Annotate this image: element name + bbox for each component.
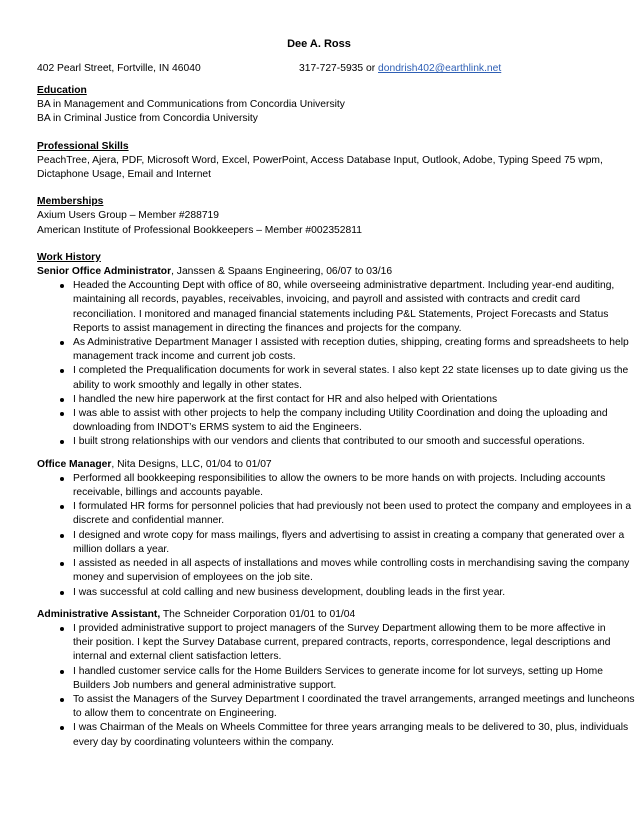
bullet-icon bbox=[60, 505, 64, 509]
membership-line: Axium Users Group – Member #288719 bbox=[37, 210, 219, 222]
resume-name: Dee A. Ross bbox=[287, 38, 351, 50]
bullet-text-line: million dollars a year. bbox=[73, 543, 170, 555]
job-entry bbox=[37, 608, 635, 750]
bullet-text-line: I handled customer service calls for the Home Builders Services to generate income for lot surveys, setting up Home bbox=[73, 665, 603, 677]
bullet-icon bbox=[60, 284, 64, 288]
bullet-text-line: I formulated HR forms for personnel policies that had previously not been used to protect the company and employees in a bbox=[73, 501, 632, 513]
bullet-icon bbox=[60, 440, 64, 444]
bullet-text-line: to allow them to concentrate on Engineering. bbox=[73, 708, 277, 720]
bullet-item bbox=[37, 693, 635, 721]
bullet-item bbox=[37, 364, 629, 392]
job-title: Administrative Assistant, bbox=[37, 608, 161, 620]
section-title-education: Education bbox=[37, 85, 87, 96]
job-list bbox=[37, 265, 635, 750]
skills-line: PeachTree, Ajera, PDF, Microsoft Word, Excel, PowerPoint, Access Database Input, Outlook, Adobe, Typing Speed 75 wpm, bbox=[37, 154, 603, 166]
bullet-text-line: Performed all bookkeeping responsibilities to allow the owners to be more hands on with projects. Including accounts bbox=[73, 472, 606, 484]
bullet-item bbox=[37, 529, 625, 557]
job-title: Office Manager bbox=[37, 458, 112, 470]
membership-line: American Institute of Professional Bookkeepers – Member #002352811 bbox=[37, 224, 362, 236]
bullet-text-line: ability to work smoothly and legally in other states. bbox=[73, 379, 302, 391]
phone: 317-727-5935 or bbox=[299, 63, 379, 74]
bullet-text-line: reconciliation. I monitored and managed financial statements including P&L Statements, Project Forecasts and Status bbox=[73, 308, 609, 320]
bullet-text-line: Headed the Accounting Dept with office of 80, while overseeing administrative department. Including year-end auditing, bbox=[73, 280, 615, 292]
bullet-item bbox=[37, 279, 615, 336]
resume-body bbox=[37, 84, 635, 750]
job-entry bbox=[37, 265, 629, 450]
bullet-item bbox=[37, 393, 605, 407]
bullet-item bbox=[37, 500, 632, 528]
bullet-item bbox=[37, 407, 608, 435]
bullet-text-line: money and supervision of employees on the job site. bbox=[73, 572, 313, 584]
section-title-skills: Professional Skills bbox=[37, 140, 129, 152]
bullet-text-line: I handled the new hire paperwork at the first contact for HR and also helped with Orientations bbox=[73, 393, 498, 405]
bullet-text-line: I was successful at cold calling and new business development, doubling leads in the first year. bbox=[73, 586, 506, 598]
job-heading bbox=[37, 458, 605, 472]
education-section bbox=[37, 84, 605, 127]
skills-section bbox=[37, 140, 605, 183]
phone-and-email bbox=[299, 62, 501, 75]
bullet-item bbox=[37, 665, 605, 693]
bullet-icon bbox=[60, 398, 64, 402]
bullet-item bbox=[37, 586, 605, 600]
bullet-text-line: I provided administrative support to project managers of the Survey Department allowing them to be more affective in bbox=[73, 622, 606, 634]
bullet-icon bbox=[60, 627, 64, 631]
address: 402 Pearl Street, Fortville, IN 46040 bbox=[37, 63, 201, 74]
bullet-text-line: maintaining all records, payables, receivables, invoicing, and payroll and assisted with contracts and credit card bbox=[73, 294, 581, 306]
section-title-memberships: Memberships bbox=[37, 196, 104, 208]
bullet-item bbox=[37, 557, 630, 585]
job-entry bbox=[37, 458, 632, 600]
bullet-item bbox=[37, 435, 605, 449]
bullet-text-line: every day by coordinating volunteers within the company. bbox=[73, 736, 334, 748]
bullet-text-line: I designed and wrote copy for mass mailings, flyers and advertising to assist in creating a company that generated over a bbox=[73, 529, 625, 541]
bullet-text-line: Builders Job numbers and general administrative support. bbox=[73, 679, 337, 691]
bullet-icon bbox=[60, 670, 64, 674]
bullet-item bbox=[37, 721, 629, 749]
job-heading bbox=[37, 608, 605, 622]
bullet-text-line: their position. I kept the Survey Database current, prepared contracts, reports, correspondence, legal descriptions and bbox=[73, 637, 611, 649]
job-details: The Schneider Corporation 01/01 to 01/04 bbox=[160, 608, 356, 620]
bullet-text-line: To assist the Managers of the Survey Department I coordinated the travel arrangements, arranged meetings and luncheons bbox=[73, 693, 635, 705]
job-bullets bbox=[37, 279, 629, 449]
bullet-text-line: internal and external client satisfaction letters. bbox=[73, 651, 282, 663]
email-link[interactable]: dondrish402@earthlink.net bbox=[378, 63, 502, 74]
skills-line: Dictaphone Usage, Email and Internet bbox=[37, 169, 212, 181]
job-details: , Nita Designs, LLC, 01/04 to 01/07 bbox=[111, 458, 272, 470]
education-line: BA in Criminal Justice from Concordia University bbox=[37, 113, 258, 125]
bullet-item bbox=[37, 622, 611, 665]
job-heading bbox=[37, 265, 605, 279]
bullet-text-line: discrete and confidential manner. bbox=[73, 515, 225, 527]
job-details: , Janssen & Spaans Engineering, 06/07 to 03/16 bbox=[171, 266, 393, 278]
bullet-text-line: downloading from INDOT’s ERMS system to aid the Engineers. bbox=[73, 422, 362, 434]
bullet-text-line: receivable, billings and accounts payable. bbox=[73, 487, 264, 499]
job-bullets bbox=[37, 472, 632, 600]
bullet-text-line: I was Chairman of the Meals on Wheels Committee for three years arranging meals to be delivered to 30, plus, individuals bbox=[73, 722, 629, 734]
bullet-text-line: I built strong relationships with our vendors and clients that contributed to our smooth and successful operations. bbox=[73, 436, 585, 448]
bullet-icon bbox=[60, 698, 64, 702]
bullet-text-line: I assisted as needed in all aspects of installations and moves while controlling costs in merchandising saving the company bbox=[73, 558, 630, 570]
bullet-icon bbox=[60, 562, 64, 566]
bullet-text-line: I was able to assist with other projects to help the company including Utility Coordination and doing the uploading and bbox=[73, 408, 608, 420]
bullet-text-line: Reports to assist management in directing the finances and projects for the company. bbox=[73, 322, 462, 334]
bullet-icon bbox=[60, 477, 64, 481]
bullet-icon bbox=[60, 726, 64, 730]
job-bullets bbox=[37, 622, 635, 750]
work-history-section bbox=[37, 251, 635, 750]
bullet-icon bbox=[60, 591, 64, 595]
education-line: BA in Management and Communications from Concordia University bbox=[37, 99, 345, 111]
memberships-section bbox=[37, 195, 605, 238]
bullet-item bbox=[37, 336, 629, 364]
bullet-icon bbox=[60, 369, 64, 373]
job-title: Senior Office Administrator bbox=[37, 266, 172, 278]
bullet-icon bbox=[60, 412, 64, 416]
bullet-text-line: I completed the Prequalification documents for work in several states. I also kept 22 state licenses up to date giving us the bbox=[73, 365, 629, 377]
bullet-icon bbox=[60, 534, 64, 538]
bullet-text-line: As Administrative Department Manager I assisted with reception duties, shipping, creating forms and spreadsheets to help bbox=[73, 337, 629, 349]
section-title-work-history: Work History bbox=[37, 251, 101, 263]
bullet-text-line: management track income and current job costs. bbox=[73, 351, 296, 363]
bullet-item bbox=[37, 472, 605, 500]
bullet-icon bbox=[60, 341, 64, 345]
